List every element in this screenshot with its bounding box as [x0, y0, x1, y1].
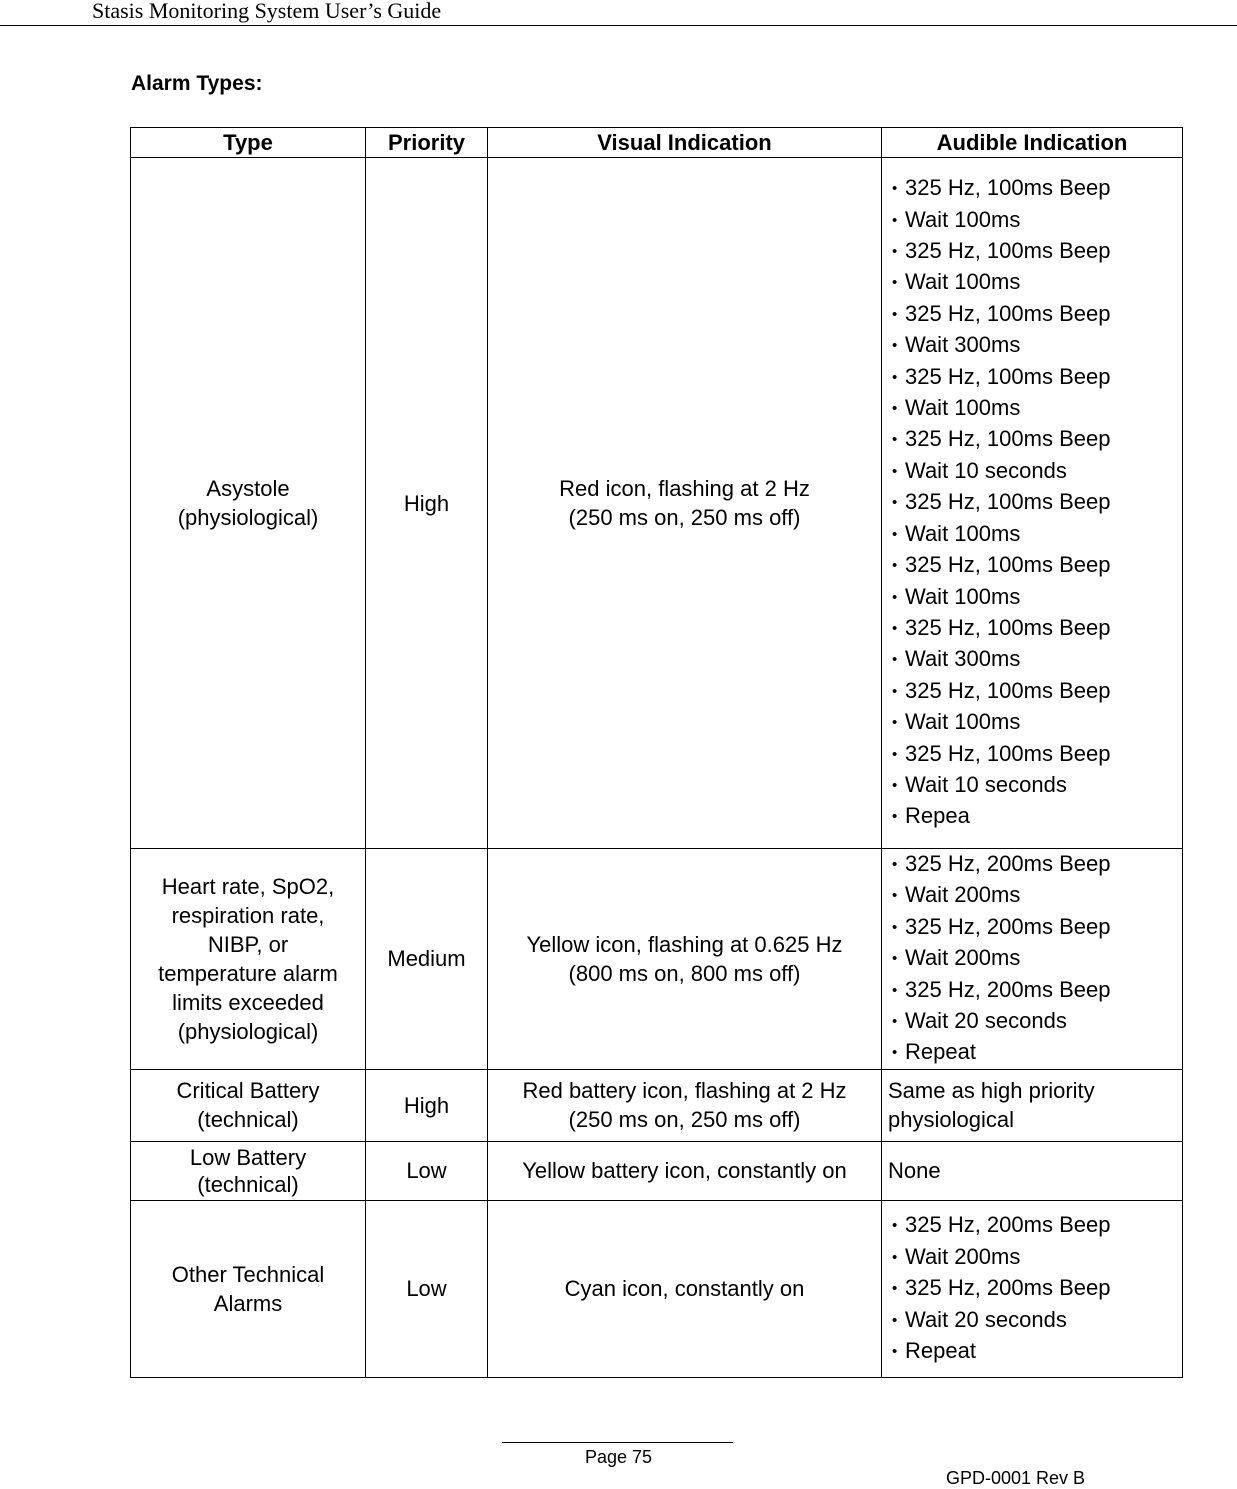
cell-priority: Medium	[366, 849, 488, 1070]
type-line: temperature alarm	[158, 960, 338, 986]
list-item: • 325 Hz, 100ms Beep	[892, 487, 1176, 518]
table-row	[131, 1069, 1183, 1141]
list-item: • 325 Hz, 100ms Beep	[892, 299, 1176, 330]
type-line: limits exceeded	[172, 989, 324, 1015]
type-line: NIBP, or	[207, 931, 289, 957]
cell-priority: High	[366, 158, 488, 849]
visual-line: Cyan icon, constantly on	[564, 1276, 805, 1302]
page-number: Page 75	[584, 1447, 653, 1467]
table-row	[131, 849, 1183, 1070]
audible-text-line: Same as high priority	[888, 1078, 1095, 1104]
alarm-types-table	[130, 127, 1183, 1378]
column-header-priority: Priority	[366, 128, 488, 158]
list-item: • 325 Hz, 200ms Beep	[892, 975, 1176, 1006]
visual-line: Yellow icon, flashing at 0.625 Hz	[526, 931, 843, 957]
cell-visual	[488, 158, 882, 849]
type-line: Asystole	[206, 476, 290, 501]
visual-line: Red icon, flashing at 2 Hz	[559, 476, 810, 501]
list-item: • Wait 10 seconds	[892, 770, 1176, 801]
type-line: Other Technical	[171, 1261, 325, 1287]
audible-text-line: physiological	[888, 1107, 1014, 1133]
table-row	[131, 1141, 1183, 1200]
cell-visual	[488, 1141, 882, 1200]
cell-type	[131, 1200, 366, 1377]
type-line: Alarms	[213, 1290, 283, 1316]
cell-audible	[882, 1200, 1183, 1377]
cell-type	[131, 1069, 366, 1141]
list-item: • 325 Hz, 200ms Beep	[892, 912, 1176, 943]
cell-visual	[488, 1069, 882, 1141]
footer-divider	[502, 1442, 733, 1443]
list-item: • 325 Hz, 100ms Beep	[892, 362, 1176, 393]
list-item: • Wait 100ms	[892, 205, 1176, 236]
list-item: • 325 Hz, 100ms Beep	[892, 676, 1176, 707]
list-item: • Wait 100ms	[892, 393, 1176, 424]
type-line: Heart rate, SpO2,	[161, 873, 335, 899]
cell-type	[131, 158, 366, 849]
audible-sequence-list	[888, 849, 1176, 1069]
cell-priority: Low	[366, 1141, 488, 1200]
list-item: • 325 Hz, 100ms Beep	[892, 236, 1176, 267]
document-revision: GPD-0001 Rev B	[946, 1468, 1086, 1488]
cell-type	[131, 849, 366, 1070]
list-item: • 325 Hz, 100ms Beep	[892, 424, 1176, 455]
audible-sequence-list	[888, 1210, 1176, 1367]
list-item: • Wait 20 seconds	[892, 1006, 1176, 1037]
list-item: • Wait 300ms	[892, 330, 1176, 361]
list-item: • Wait 200ms	[892, 943, 1176, 974]
list-item: • Wait 200ms	[892, 880, 1176, 911]
column-header-type: Type	[131, 128, 366, 158]
list-item: • 325 Hz, 100ms Beep	[892, 550, 1176, 581]
cell-audible	[882, 158, 1183, 849]
cell-type	[131, 1141, 366, 1200]
list-item: • 325 Hz, 100ms Beep	[892, 173, 1176, 204]
list-item: • Repea	[892, 801, 1176, 832]
cell-audible	[882, 849, 1183, 1070]
list-item: • 325 Hz, 200ms Beep	[892, 1210, 1176, 1241]
cell-visual	[488, 1200, 882, 1377]
list-item: • Wait 20 seconds	[892, 1305, 1176, 1336]
list-item: • Wait 10 seconds	[892, 456, 1176, 487]
type-line: (technical)	[197, 1107, 299, 1133]
visual-line: Red battery icon, flashing at 2 Hz	[522, 1078, 847, 1104]
cell-audible	[882, 1141, 1183, 1200]
table-row	[131, 1200, 1183, 1377]
list-item: • Wait 200ms	[892, 1242, 1176, 1273]
list-item: • Wait 100ms	[892, 582, 1176, 613]
column-header-audible: Audible Indication	[882, 128, 1183, 158]
visual-line: (250 ms on, 250 ms off)	[568, 505, 801, 530]
list-item: • 325 Hz, 100ms Beep	[892, 613, 1176, 644]
type-line: (technical)	[197, 1171, 299, 1197]
cell-priority: High	[366, 1069, 488, 1141]
type-line: Low Battery	[189, 1144, 307, 1170]
column-header-visual: Visual Indication	[488, 128, 882, 158]
list-item: • 325 Hz, 200ms Beep	[892, 849, 1176, 880]
section-title: Alarm Types:	[131, 72, 263, 95]
list-item: • 325 Hz, 200ms Beep	[892, 1273, 1176, 1304]
visual-line: (800 ms on, 800 ms off)	[568, 960, 801, 986]
type-line: (physiological)	[177, 505, 319, 530]
list-item: • 325 Hz, 100ms Beep	[892, 739, 1176, 770]
audible-text-line: None	[888, 1158, 941, 1184]
list-item: • Wait 100ms	[892, 707, 1176, 738]
audible-sequence-list	[888, 173, 1176, 833]
cell-audible	[882, 1069, 1183, 1141]
document-header-title: Stasis Monitoring System User’s Guide	[92, 0, 442, 23]
list-item: • Wait 100ms	[892, 519, 1176, 550]
list-item: • Wait 300ms	[892, 644, 1176, 675]
visual-line: (250 ms on, 250 ms off)	[568, 1107, 801, 1133]
cell-visual	[488, 849, 882, 1070]
header-divider	[0, 25, 1237, 26]
table-header-row	[131, 128, 1183, 158]
cell-priority: Low	[366, 1200, 488, 1377]
list-item: • Repeat	[892, 1336, 1176, 1367]
visual-line: Yellow battery icon, constantly on	[522, 1158, 847, 1184]
type-line: Critical Battery	[176, 1078, 320, 1104]
list-item: • Repeat	[892, 1037, 1176, 1068]
type-line: (physiological)	[177, 1018, 319, 1044]
type-line: respiration rate,	[171, 902, 325, 928]
table-row	[131, 158, 1183, 849]
list-item: • Wait 100ms	[892, 267, 1176, 298]
